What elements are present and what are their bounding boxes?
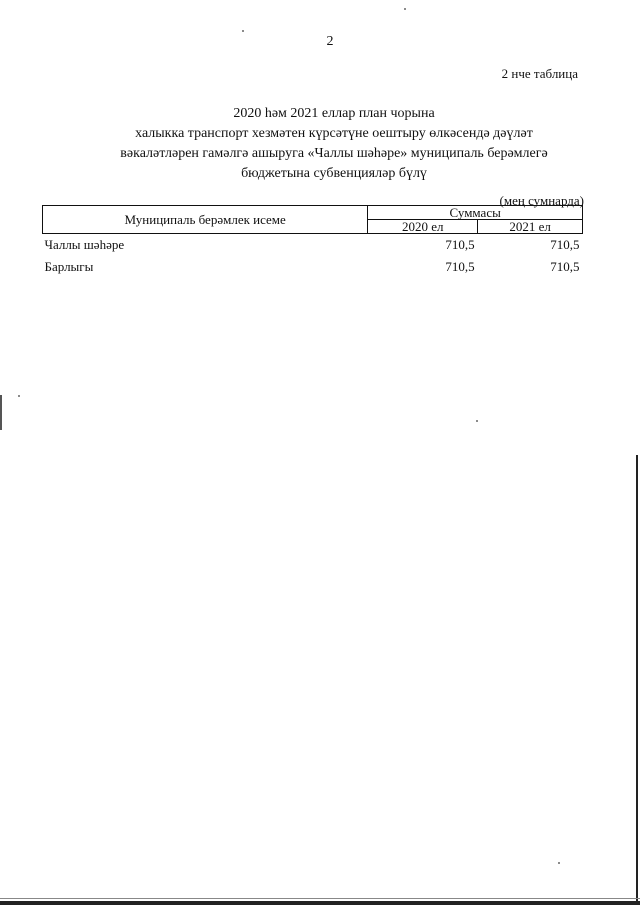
- scan-speck: [404, 8, 406, 10]
- row-name: Чаллы шәһәре: [44, 237, 125, 252]
- header-year-2020: 2020 ел: [368, 220, 478, 234]
- scan-speck: [558, 862, 560, 864]
- scan-edge-bottom: [0, 901, 640, 905]
- scan-speck: [242, 30, 244, 32]
- scan-speck: [18, 395, 20, 397]
- header-year-2021: 2021 ел: [478, 220, 583, 234]
- scan-edge-bottom-line: [0, 898, 640, 899]
- scan-edge-left: [0, 395, 2, 430]
- row-value-2021: 710,5: [550, 259, 580, 274]
- table-reference: 2 нче таблица: [501, 66, 578, 81]
- row-value-2021: 710,5: [550, 237, 580, 252]
- title-line: 2020 һәм 2021 еллар план чорына: [233, 106, 435, 121]
- scan-speck: [476, 420, 478, 422]
- table-row-total: [43, 256, 583, 278]
- document-title: [86, 104, 582, 184]
- row-value-2020: 710,5: [445, 237, 475, 252]
- row-name: Барлыгы: [44, 259, 94, 274]
- row-value-2020: 710,5: [445, 259, 475, 274]
- header-amounts: Суммасы: [368, 206, 583, 220]
- title-line: бюджетына субвенцияләр бүлү: [241, 166, 427, 181]
- subvention-table: [42, 205, 583, 278]
- scan-edge-right: [636, 455, 638, 905]
- header-municipality-name: Муниципаль берәмлек исеме: [43, 206, 368, 234]
- units-note: (мең сумнарда): [499, 193, 584, 208]
- table-row: [43, 234, 583, 257]
- title-line: вәкаләтләрен гамәлгә ашыруга «Чаллы шәһәре» муниципаль берәмлегә: [120, 146, 548, 161]
- page-number: 2: [326, 34, 334, 49]
- title-line: халыкка транспорт хезмәтен күрсәтүне оештыру өлкәсендә дәүләт: [135, 126, 533, 141]
